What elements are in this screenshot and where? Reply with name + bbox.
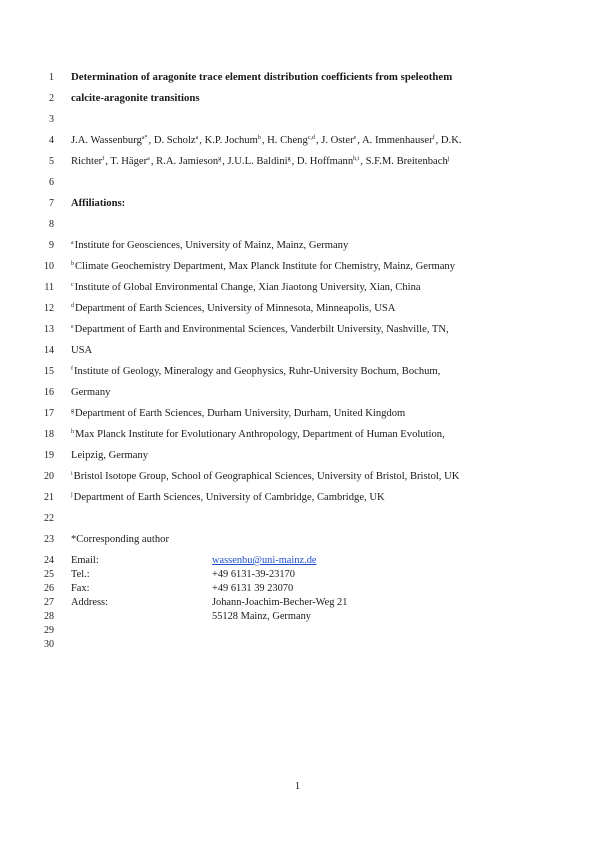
affiliation-mark: a — [71, 240, 74, 246]
fax-value: +49 6131 39 23070 — [212, 583, 294, 594]
author-affiliation-mark: b — [257, 135, 261, 141]
author-name: J.A. Wassenburg — [71, 135, 142, 146]
affiliation-text: Institute for Geosciences, University of Mainz, Mainz, Germany — [74, 240, 349, 251]
author-affiliation-mark: g — [218, 156, 222, 162]
author-affiliation-mark: h,i — [353, 156, 360, 162]
author-affiliation-mark: c,d — [307, 135, 315, 141]
paper-title-line-2: calcite-aragonite transitions — [71, 92, 200, 104]
line-number: 7 — [49, 198, 54, 209]
author-affiliation-mark: a — [195, 135, 199, 141]
line-number: 9 — [49, 240, 54, 251]
line-number: 28 — [44, 611, 54, 622]
email-link[interactable]: wassenbu@uni-mainz.de — [212, 555, 317, 566]
affiliation-item — [71, 407, 405, 422]
line-number: 25 — [44, 569, 54, 580]
line-number: 22 — [44, 513, 54, 524]
fax-label: Fax: — [71, 583, 90, 594]
affiliation-item — [71, 302, 395, 317]
affiliation-mark: d — [71, 303, 74, 309]
line-number: 5 — [49, 156, 54, 167]
affiliations-heading: Affiliations: — [71, 198, 126, 209]
author-affiliation-mark: f — [102, 156, 105, 162]
author-name: D. Scholz — [153, 135, 196, 146]
affiliation-text: Max Planck Institute for Evolutionary Anthropology, Department of Human Evolution, — [75, 429, 445, 440]
address-line-1: Johann-Joachim-Becher-Weg 21 — [212, 597, 348, 608]
address-label: Address: — [71, 597, 108, 608]
line-number: 26 — [44, 583, 54, 594]
affiliation-text: Climate Geochemistry Department, Max Planck Institute for Chemistry, Mainz, Germany — [75, 261, 456, 272]
affiliation-continuation: Germany — [71, 387, 111, 398]
affiliation-mark: c — [71, 282, 74, 288]
author-affiliation-mark: e — [353, 135, 357, 141]
line-number: 11 — [44, 282, 54, 293]
affiliation-mark: b — [71, 261, 74, 267]
affiliation-mark: f — [71, 366, 73, 372]
author-name: J.U.L. Baldini — [227, 156, 288, 167]
line-number: 17 — [44, 408, 54, 419]
line-number: 4 — [49, 135, 54, 146]
affiliation-text: Institute of Geology, Mineralogy and Geophysics, Ruhr-University Bochum, Bochum, — [74, 366, 441, 377]
line-number: 3 — [49, 114, 54, 125]
affiliation-item — [71, 323, 449, 338]
line-number: 6 — [49, 177, 54, 188]
affiliation-text: Department of Earth Sciences, University of Cambridge, Cambridge, UK — [73, 492, 385, 503]
author-name: D. Hoffmann — [296, 156, 354, 167]
affiliation-text: Bristol Isotope Group, School of Geographical Sciences, University of Bristol, Bristol, UK — [73, 471, 460, 482]
line-number: 13 — [44, 324, 54, 335]
affiliation-mark: i — [71, 471, 73, 477]
affiliation-text: Department of Earth and Environmental Sciences, Vanderbilt University, Nashville, TN, — [74, 324, 449, 335]
affiliation-item — [71, 365, 440, 380]
line-number: 15 — [44, 366, 54, 377]
affiliation-item — [71, 428, 445, 443]
author-name: J. Oster — [321, 135, 354, 146]
affiliation-mark: g — [71, 408, 74, 414]
page-number: 1 — [294, 781, 301, 792]
line-number: 29 — [44, 625, 54, 636]
line-number: 16 — [44, 387, 54, 398]
author-name: R.A. Jamieson — [156, 156, 219, 167]
line-number: 2 — [49, 93, 54, 104]
line-number: 20 — [44, 471, 54, 482]
affiliation-continuation: USA — [71, 345, 93, 356]
tel-value: +49 6131-39-23170 — [212, 569, 295, 580]
line-number: 12 — [44, 303, 54, 314]
author-name: S.F.M. Breitenbach — [365, 156, 448, 167]
line-number: 10 — [44, 261, 54, 272]
line-number: 8 — [49, 219, 54, 230]
author-affiliation-mark: a — [147, 156, 150, 162]
line-number: 30 — [44, 639, 54, 650]
affiliation-item — [71, 470, 459, 485]
affiliation-mark: h — [71, 429, 74, 435]
author-name: K.P. Jochum — [204, 135, 258, 146]
author-name: H. Cheng — [267, 135, 308, 146]
affiliation-item — [71, 239, 348, 254]
affiliation-item — [71, 491, 385, 506]
author-affiliation-mark: j — [447, 156, 450, 162]
author-affiliation-mark: f — [432, 135, 435, 141]
author-name: A. Immenhauser — [362, 135, 433, 146]
author-name: T. Häger — [110, 156, 148, 167]
affiliation-item — [71, 281, 421, 296]
line-number: 14 — [44, 345, 54, 356]
line-number: 24 — [44, 555, 54, 566]
tel-label: Tel.: — [71, 569, 90, 580]
paper-title-line-1: Determination of aragonite trace element distribution coefficients from speleothem — [71, 71, 453, 83]
author-list-line-1: J.A. Wassenburg$^{a*}$, D. Scholz$^a$, K.P. Jochum$^b$, H. Cheng$^{c,d}$, J. Oster$^e$, A. Immenhauser$^f$, D.K. — [71, 135, 462, 146]
affiliation-item — [71, 260, 455, 275]
email-label: Email: — [71, 555, 99, 566]
affiliation-mark: j — [71, 492, 73, 498]
affiliation-continuation: Leipzig, Germany — [71, 450, 149, 461]
line-number: 23 — [44, 534, 54, 545]
line-number: 27 — [44, 597, 54, 608]
affiliation-text: Institute of Global Environmental Change, Xian Jiaotong University, Xian, China — [74, 282, 421, 293]
line-number: 18 — [44, 429, 54, 440]
affiliation-mark: e — [71, 324, 74, 330]
line-number: 21 — [44, 492, 54, 503]
author-list-line-2: Richter$^f$, T. Häger$^a$, R.A. Jamieson$^g$, J.U.L. Baldini$^g$, D. Hoffmann$^{h,i}$, S.F.M. Breitenbach$^j$ — [71, 156, 450, 167]
line-number: 1 — [49, 72, 54, 83]
line-number: 19 — [44, 450, 54, 461]
author-affiliation-mark: a* — [141, 135, 148, 141]
affiliation-text: Department of Earth Sciences, Durham University, Durham, United Kingdom — [75, 408, 406, 419]
corresponding-author-label: *Corresponding author — [71, 534, 169, 545]
affiliation-text: Department of Earth Sciences, University of Minnesota, Minneapolis, USA — [75, 303, 396, 314]
address-line-2: 55128 Mainz, Germany — [212, 611, 311, 622]
author-affiliation-mark: g — [287, 156, 291, 162]
